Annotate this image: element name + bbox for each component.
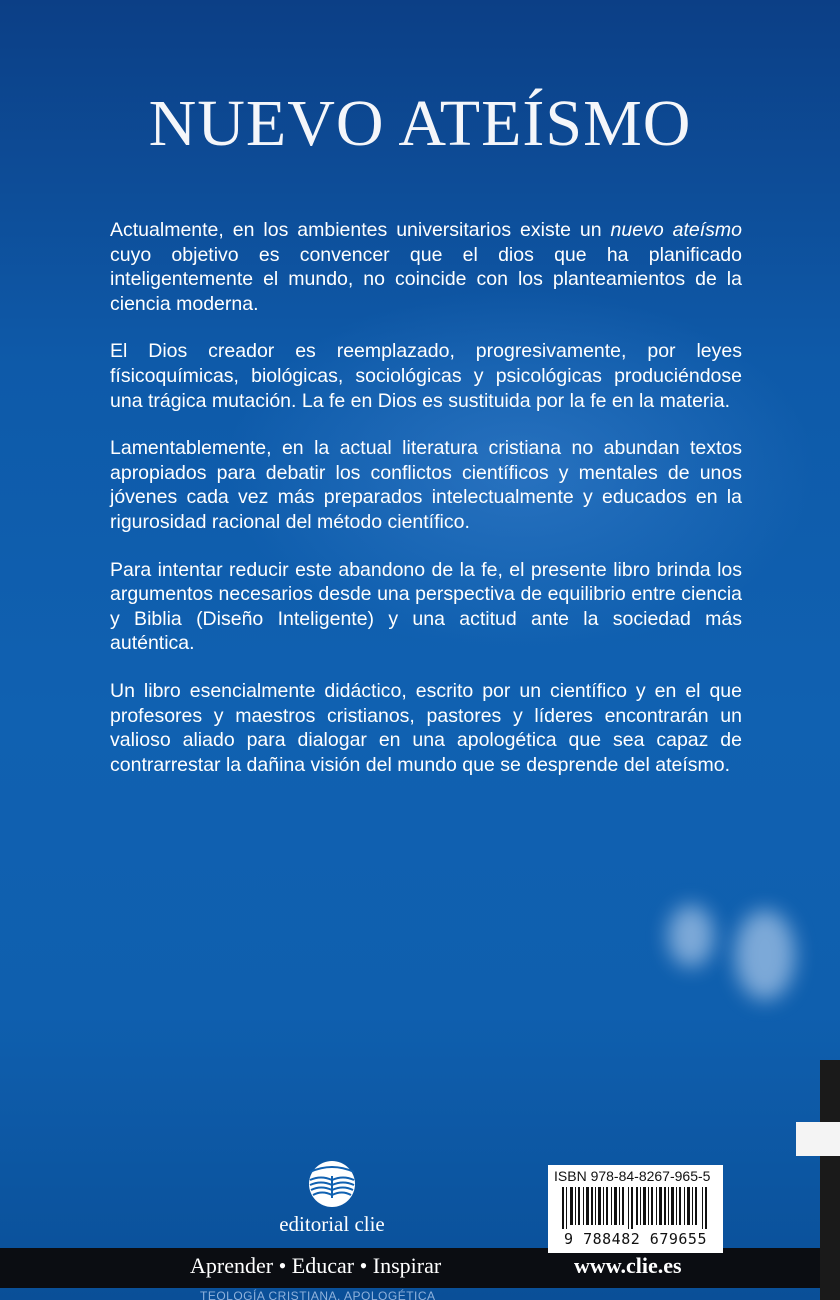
library-spine-label [796,1122,840,1156]
light-glare [668,905,714,967]
back-cover-blurb [110,218,742,800]
barcode-number: 9 788482 679655 [564,1230,707,1248]
emphasized-term: nuevo ateísmo [610,219,742,241]
light-glare [735,910,795,1000]
blurb-paragraph: Lamentablemente, en la actual literatura cristiana no abundan textos apropiados para debatir los conflictos científicos y mentales de unos jóvenes cada vez más preparados intelectualmente y educados en la rigurosidad racional del método científico. [110,437,742,533]
blurb-paragraph: Para intentar reducir este abandono de la fe, el presente libro brinda los argumentos necesarios desde una perspectiva de equilibrio entre ciencia y Biblia (Diseño Inteligente) y una actitud ante la sociedad más auténtica. [110,558,742,655]
blurb-paragraph: Un libro esencialmente didáctico, escrito por un científico y en el que profesores y maestros cristianos, pastores y líderes encontrarán un valioso aliado para dialogar en una apologética que sea capaz de contrarrestar la dañina visión del mundo que se desprende del ateísmo. [110,679,742,776]
category-label: TEOLOGÍA CRISTIANA. APOLOGÉTICA [200,1289,436,1300]
isbn-label: ISBN 978-84-8267-965-5 [554,1168,711,1184]
blurb-paragraph: El Dios creador es reemplazado, progresivamente, por leyes físicoquímicas, biológicas, sociológicas y psicológicas produciéndose una trágica mutación. La fe en Dios es sustituida por la fe en la materia. [110,340,742,412]
book-edge-shadow [820,1060,840,1300]
publisher-name: editorial clie [279,1212,385,1236]
tagline: Aprender • Educar • Inspirar [190,1253,442,1278]
publisher-website: www.clie.es [574,1253,682,1278]
publisher-logo [268,1160,396,1237]
isbn-barcode [548,1165,723,1253]
blurb-paragraph: Actualmente, en los ambientes universitarios existe un nuevo ateísmo cuyo objetivo es convencer que el dios que ha planificado inteligentemente el mundo, no coincide con los planteamientos de la ciencia moderna. [110,219,742,315]
book-title: NUEVO ATEÍSMO [148,87,692,160]
barcode-bars [562,1187,710,1229]
open-book-globe-icon [304,1160,360,1210]
